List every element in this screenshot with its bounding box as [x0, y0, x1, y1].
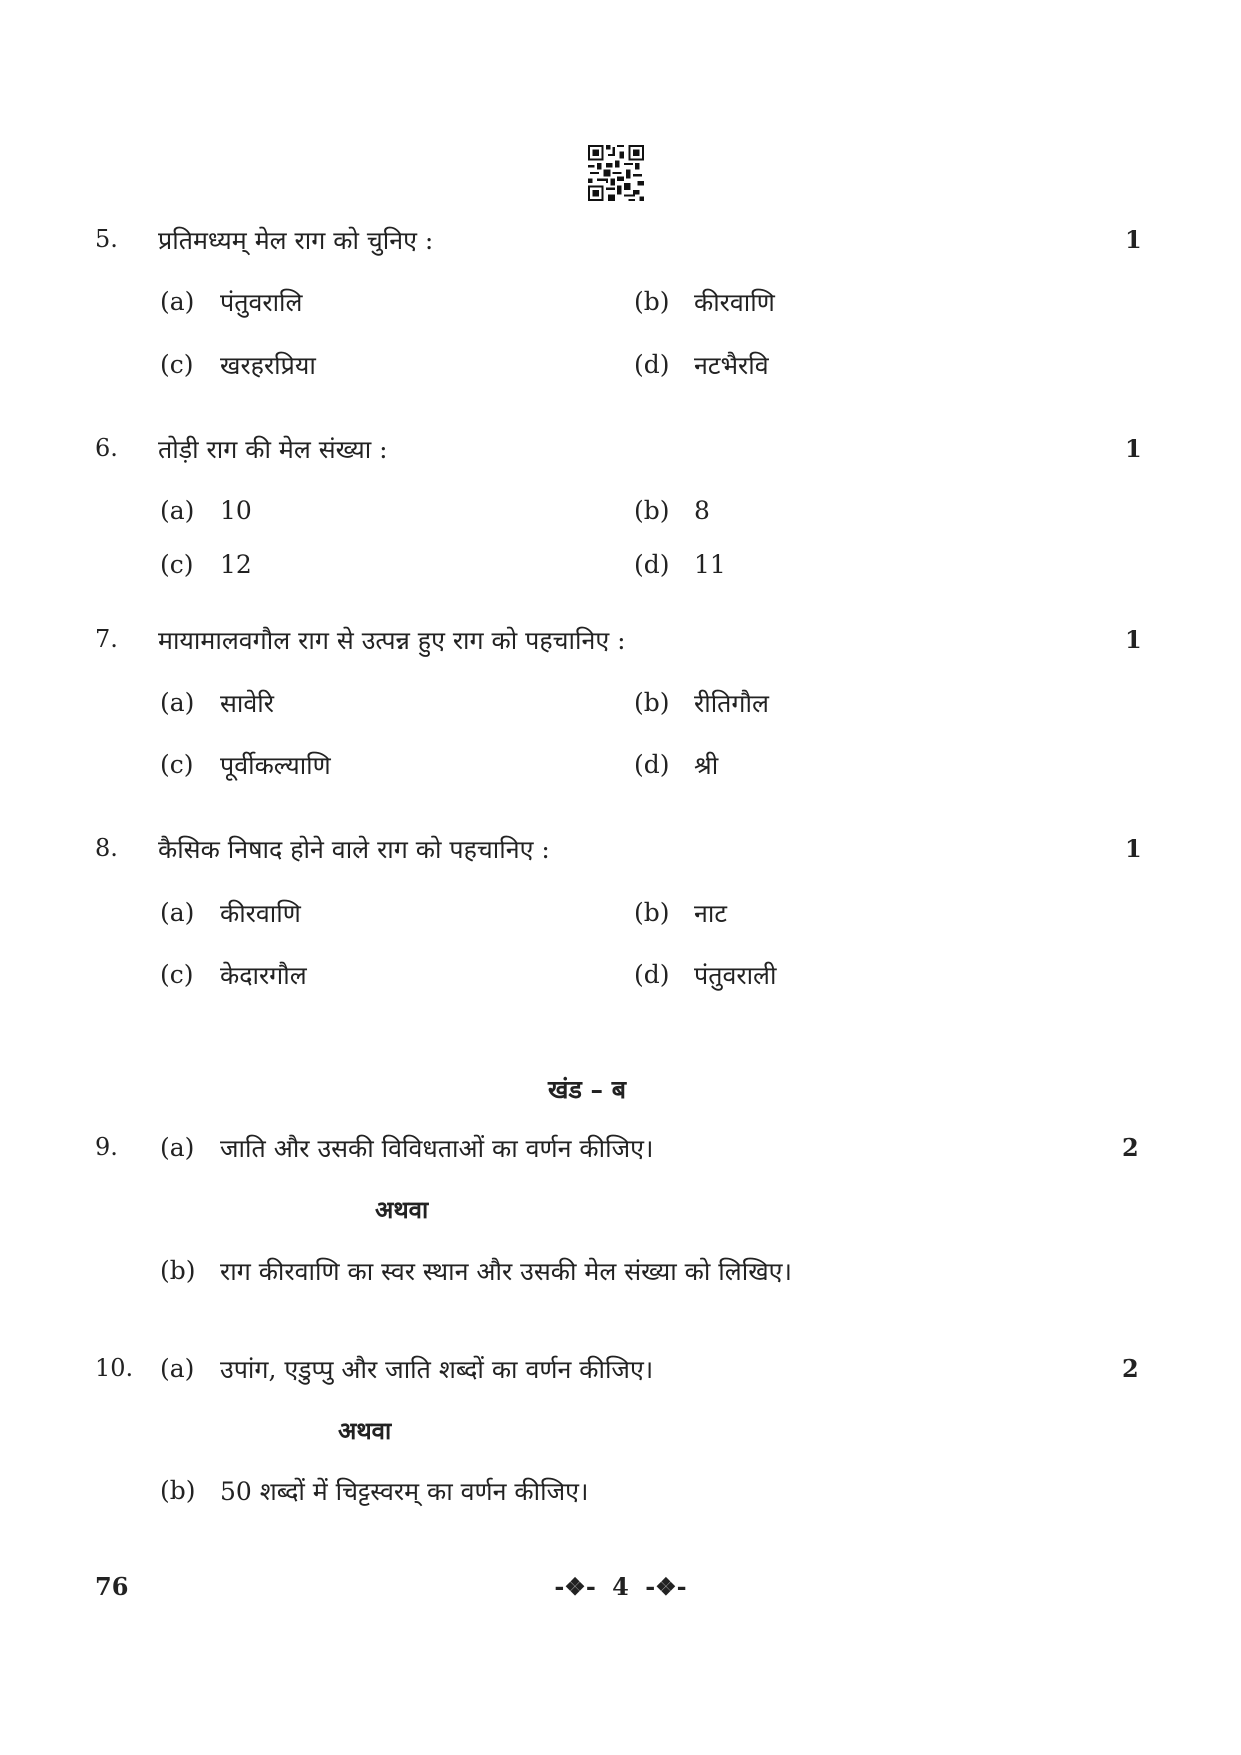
question-number: 9. — [95, 1133, 118, 1161]
option-label: (a) — [160, 1133, 195, 1162]
question-number: 10. — [95, 1354, 134, 1382]
option-text: 10 — [220, 496, 252, 525]
ornament-left: -❖- — [554, 1572, 596, 1601]
option-text: नाट — [694, 899, 727, 928]
or-label: अथवा — [375, 1195, 429, 1224]
option-label: (c) — [160, 750, 194, 779]
question-marks: 1 — [1125, 225, 1142, 254]
option-label: (b) — [160, 1476, 196, 1505]
option-text: 8 — [694, 496, 710, 525]
option-label: (d) — [634, 350, 670, 379]
question-text: तोड़ी राग की मेल संख्या : — [158, 435, 388, 464]
option-label: (c) — [160, 550, 194, 579]
option-text: कीरवाणि — [220, 899, 301, 928]
question-text: प्रतिमध्यम् मेल राग को चुनिए : — [158, 226, 434, 255]
option-text: सावेरि — [220, 689, 274, 718]
option-label: (a) — [160, 287, 195, 316]
option-label: (a) — [160, 688, 195, 717]
option-label: (b) — [634, 496, 670, 525]
option-label: (a) — [160, 1354, 195, 1383]
question-marks: 2 — [1122, 1354, 1139, 1383]
option-label: (d) — [634, 750, 670, 779]
option-text: श्री — [694, 751, 719, 780]
option-text: खरहरप्रिया — [220, 351, 316, 380]
question-text: 50 शब्दों में चिट्टस्वरम् का वर्णन कीजिए। — [220, 1477, 589, 1506]
question-marks: 1 — [1125, 434, 1142, 463]
page-number-footer — [0, 1572, 1241, 1601]
question-number: 5. — [95, 225, 118, 253]
section-heading: खंड – ब — [548, 1075, 627, 1104]
question-text: मायामालवगौल राग से उत्पन्न हुए राग को पहचानिए : — [158, 626, 626, 655]
option-text: रीतिगौल — [694, 689, 769, 718]
option-label: (d) — [634, 550, 670, 579]
option-text: कीरवाणि — [694, 288, 775, 317]
option-text: पंतुवराली — [694, 961, 777, 990]
or-label: अथवा — [338, 1416, 392, 1445]
option-label: (b) — [634, 688, 670, 717]
question-text: उपांग, एडुप्पु और जाति शब्दों का वर्णन कीजिए। — [220, 1355, 654, 1384]
option-label: (b) — [634, 898, 670, 927]
question-number: 6. — [95, 434, 118, 462]
question-marks: 2 — [1122, 1133, 1139, 1162]
question-text: जाति और उसकी विविधताओं का वर्णन कीजिए। — [220, 1134, 654, 1163]
question-text: कैसिक निषाद होने वाले राग को पहचानिए : — [158, 835, 550, 864]
page-number: 4 — [612, 1572, 629, 1601]
option-label: (b) — [160, 1256, 196, 1285]
option-label: (a) — [160, 496, 195, 525]
option-text: 12 — [220, 550, 252, 579]
option-text: पंतुवरालि — [220, 288, 303, 317]
paper-code: 76 — [95, 1572, 129, 1601]
option-label: (c) — [160, 350, 194, 379]
option-label: (c) — [160, 960, 194, 989]
question-text: राग कीरवाणि का स्वर स्थान और उसकी मेल संख्या को लिखिए। — [220, 1257, 792, 1286]
option-text: नटभैरवि — [694, 351, 769, 380]
question-marks: 1 — [1125, 625, 1142, 654]
qr-code — [588, 145, 644, 201]
option-text: 11 — [694, 550, 726, 579]
question-number: 8. — [95, 834, 118, 862]
ornament-right: -❖- — [645, 1572, 687, 1601]
question-number: 7. — [95, 625, 118, 653]
option-label: (b) — [634, 287, 670, 316]
question-marks: 1 — [1125, 834, 1142, 863]
option-label: (d) — [634, 960, 670, 989]
option-text: पूर्वीकल्याणि — [220, 751, 331, 780]
option-label: (a) — [160, 898, 195, 927]
option-text: केदारगौल — [220, 961, 307, 990]
